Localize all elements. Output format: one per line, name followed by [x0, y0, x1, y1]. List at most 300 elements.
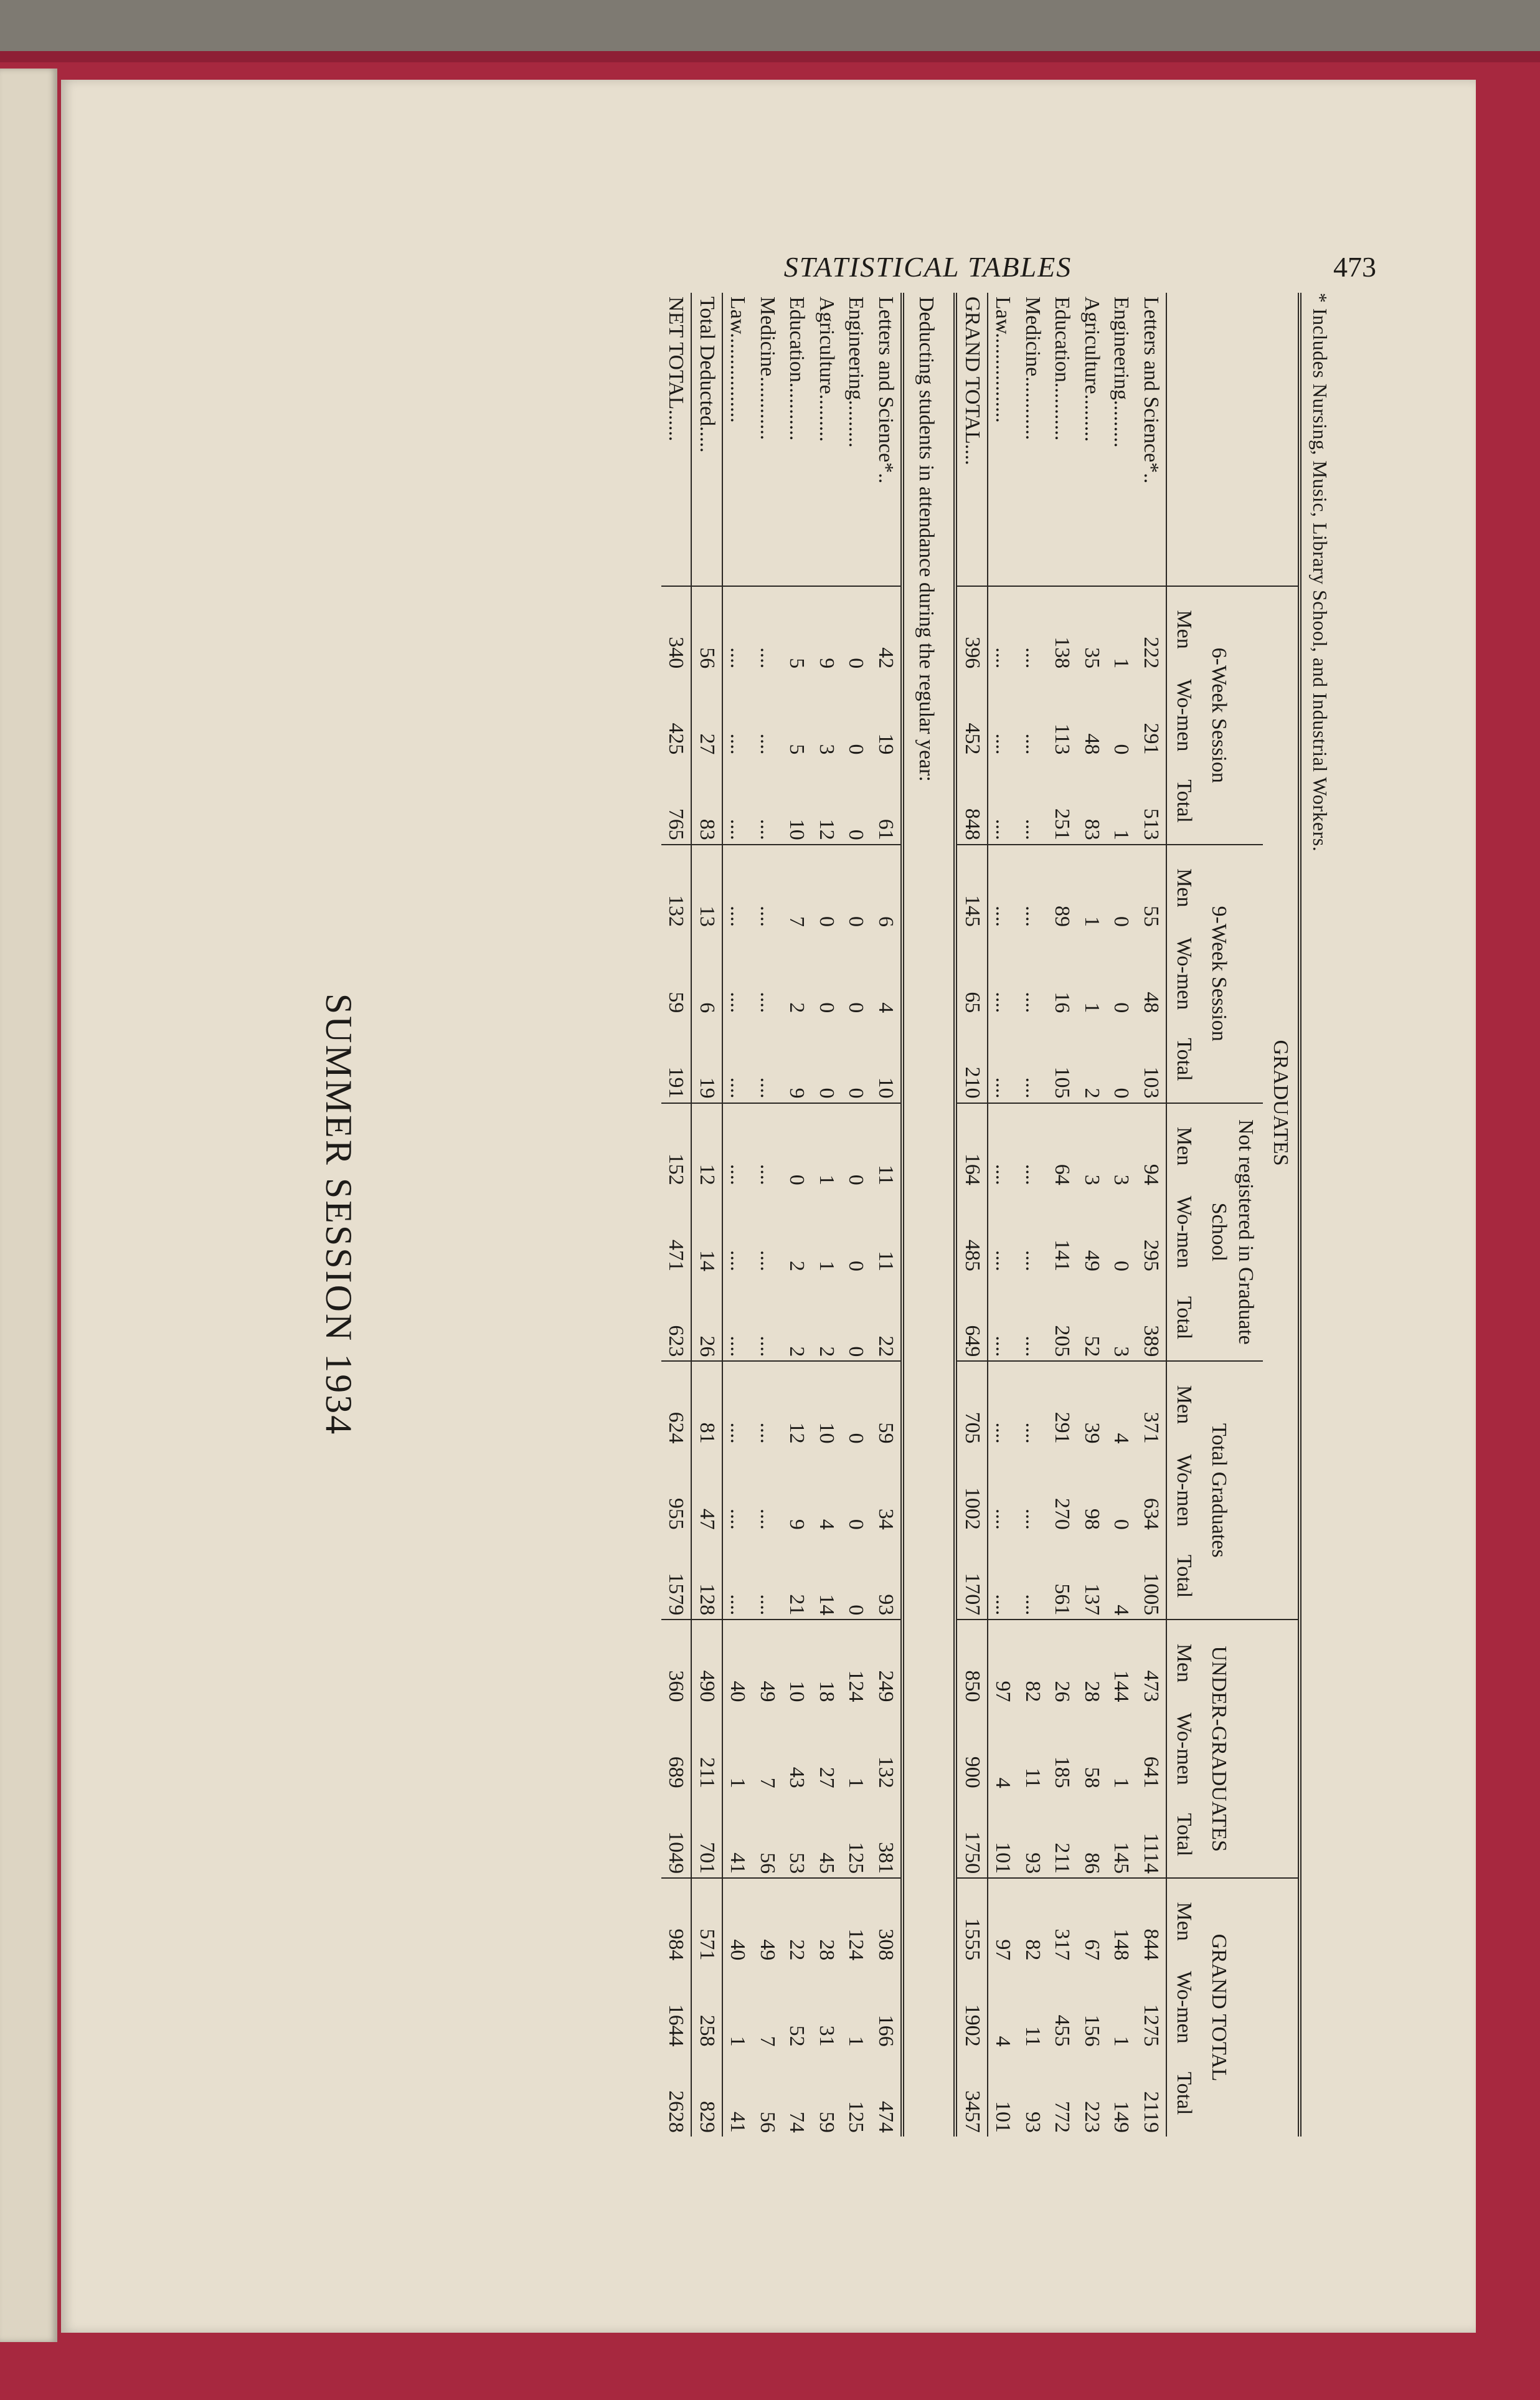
table-cell: 474 [871, 2051, 902, 2137]
table-cell: 132 [661, 845, 692, 931]
table-cell: 6 [691, 931, 722, 1017]
table-cell: 43 [785, 1767, 809, 1788]
table-row [1136, 293, 1166, 2137]
table-cell: 649 [955, 1275, 988, 1361]
table-cell: 4 [1110, 1605, 1133, 1616]
table-cell: 22 [782, 1878, 812, 1964]
table-cell: 132 [871, 1706, 902, 1792]
table-cell: 223 [1080, 2101, 1103, 2133]
label-column-header [1166, 293, 1300, 586]
table-cell: 156 [1080, 2014, 1103, 2047]
table-cell: 89 [1047, 845, 1077, 931]
table-cell: 67 [1077, 1878, 1107, 1964]
table-cell: 141 [1051, 1240, 1074, 1272]
table-cell: 55 [1136, 845, 1166, 931]
row-label: Letters and Science*.. [1139, 296, 1163, 484]
row-label: Engineering......... [844, 296, 868, 448]
table-cell: 22 [871, 1275, 902, 1361]
table-cell: .... [988, 586, 1018, 672]
table-cell: 829 [691, 2051, 722, 2137]
col-women: Wo-men [1166, 1706, 1202, 1792]
table-cell: 291 [1139, 723, 1163, 755]
table-cell: 2 [785, 1261, 809, 1272]
table-cell: .... [755, 1508, 779, 1530]
table-cell: 56 [691, 586, 722, 672]
six-week-header: 6-Week Session [1201, 586, 1263, 845]
graduates-header: GRADUATES [1263, 586, 1300, 1620]
table-cell: 47 [691, 1448, 722, 1534]
table-cell: 1 [811, 1103, 841, 1189]
table-cell: 490 [691, 1620, 722, 1705]
table-cell: 1 [1110, 2036, 1133, 2047]
table-cell: 49 [752, 1878, 782, 1964]
row-label: Education........... [1051, 296, 1074, 441]
table-cell: 9 [811, 586, 841, 672]
table-cell: 152 [661, 1103, 692, 1189]
table-cell: .... [1021, 1594, 1044, 1616]
table-cell: .... [755, 818, 779, 840]
table-cell: 2 [785, 1346, 809, 1357]
table-cell: 59 [661, 931, 692, 1017]
deducting-note-row [902, 293, 956, 2137]
table-cell: 1114 [1139, 1833, 1163, 1874]
table-cell: 270 [1051, 1497, 1074, 1530]
table-cell: .... [1021, 992, 1044, 1013]
table-body [661, 293, 1166, 2137]
table-cell: 31 [815, 2025, 838, 2047]
table-cell: 48 [1080, 733, 1103, 755]
table-cell: 0 [1110, 1002, 1133, 1013]
table-cell: 48 [1139, 992, 1163, 1013]
table-cell: 844 [1136, 1878, 1166, 1964]
table-cell: 5 [785, 744, 809, 755]
table-cell: 634 [1139, 1497, 1163, 1530]
table-cell: 98 [1080, 1508, 1103, 1530]
table-cell: 10 [871, 1017, 902, 1103]
table-cell: 18 [811, 1620, 841, 1705]
table-cell: 58 [1080, 1767, 1103, 1788]
table-cell: .... [726, 1594, 750, 1616]
table-cell: 1002 [955, 1448, 988, 1534]
table-cell: 124 [841, 1878, 871, 1964]
table-title: SUMMER SESSION 1934 [318, 993, 359, 1436]
net-total-row [661, 293, 692, 2137]
statistics-table [661, 293, 1301, 2137]
table-cell: 4 [815, 1519, 838, 1530]
table-cell: .... [726, 733, 750, 755]
table-cell: 13 [691, 845, 722, 931]
table-cell: 211 [691, 1706, 722, 1792]
table-cell: .... [726, 1335, 750, 1357]
table-cell: 258 [691, 1964, 722, 2050]
table-cell: 41 [726, 2112, 750, 2133]
table-cell: .... [755, 992, 779, 1013]
table-cell: 1 [1077, 845, 1107, 931]
table-cell: .... [752, 845, 782, 931]
table-cell: .... [991, 992, 1015, 1013]
deduct-row [722, 293, 753, 2137]
table-cell: 56 [755, 1852, 779, 1874]
table-cell: 93 [1021, 2112, 1044, 2133]
table-cell: 222 [1136, 586, 1166, 672]
table-cell: .... [1021, 733, 1044, 755]
table-cell: 561 [1051, 1583, 1074, 1616]
table-cell: 11 [871, 1103, 902, 1189]
table-cell: .... [991, 818, 1015, 840]
table-cell: 4 [1107, 1361, 1136, 1447]
table-cell: .... [991, 733, 1015, 755]
table-cell: 0 [844, 1346, 868, 1357]
table-cell: 128 [691, 1534, 722, 1620]
table-cell: .... [755, 1335, 779, 1357]
table-cell: 0 [841, 586, 871, 672]
table-cell: 12 [782, 1361, 812, 1447]
col-total: Total [1166, 1017, 1202, 1103]
table-cell: 641 [1139, 1756, 1163, 1788]
col-total: Total [1166, 1534, 1202, 1620]
table-cell: 0 [841, 1361, 871, 1447]
table-cell: 137 [1080, 1583, 1103, 1616]
table-cell: 145 [1110, 1842, 1133, 1874]
table-cell: 166 [871, 1964, 902, 2050]
table-cell: 249 [871, 1620, 902, 1705]
total-deducted-row [691, 293, 722, 2137]
deduct-row [871, 293, 902, 2137]
table-row [1077, 293, 1107, 2137]
table-cell: 149 [1110, 2101, 1133, 2133]
col-men: Men [1166, 586, 1202, 672]
table-cell: 0 [844, 829, 868, 840]
table-cell: 984 [661, 1878, 692, 1964]
table-cell: 317 [1047, 1878, 1077, 1964]
col-total: Total [1166, 1275, 1202, 1361]
table-cell: 705 [955, 1361, 988, 1447]
running-title: STATISTICAL TABLES [783, 251, 1072, 283]
deduct-row [811, 293, 841, 2137]
table-cell: 113 [1051, 723, 1074, 755]
table-cell: 205 [1051, 1325, 1074, 1357]
table-cell: 211 [1051, 1843, 1074, 1874]
table-cell: .... [991, 1508, 1015, 1530]
table-cell: 623 [661, 1275, 692, 1361]
table-cell: 64 [1047, 1103, 1077, 1189]
table-cell: .... [1021, 1335, 1044, 1357]
page-number: 473 [1333, 251, 1376, 283]
table-cell: 0 [811, 845, 841, 931]
total-graduates-header: Total Graduates [1201, 1361, 1263, 1620]
table-cell: 4 [871, 931, 902, 1017]
row-label: NET TOTAL...... [661, 293, 692, 586]
grand-total-header: GRAND TOTAL [1201, 1878, 1300, 2137]
table-cell: 0 [1110, 1519, 1133, 1530]
table-cell: 82 [1018, 1620, 1047, 1705]
table-cell: 52 [1080, 1335, 1103, 1357]
table-cell: 251 [1051, 808, 1074, 840]
table-cell: 1 [1080, 1002, 1103, 1013]
table-cell: 11 [1021, 2026, 1044, 2047]
table-cell: 101 [991, 1842, 1015, 1874]
col-women: Wo-men [1166, 1448, 1202, 1534]
table-cell: 1579 [661, 1534, 692, 1620]
row-label: Agriculture......... [1080, 296, 1103, 442]
table-cell: 1 [844, 2036, 868, 2047]
table-cell: 81 [691, 1361, 722, 1447]
table-cell: 452 [955, 672, 988, 758]
col-total: Total [1166, 1792, 1202, 1878]
table-cell: 624 [661, 1361, 692, 1447]
table-cell: .... [988, 1361, 1018, 1447]
table-cell: 850 [955, 1620, 988, 1705]
table-cell: 701 [691, 1792, 722, 1878]
table-cell: 0 [1110, 1088, 1133, 1099]
table-cell: 689 [661, 1706, 692, 1792]
table-row [1018, 293, 1047, 2137]
table-cell: .... [752, 1103, 782, 1189]
table-cell: 1555 [955, 1878, 988, 1964]
table-cell: 34 [871, 1448, 902, 1534]
table-cell: .... [1021, 1077, 1044, 1099]
table-cell: 7 [755, 2036, 779, 2047]
col-men: Men [1166, 1103, 1202, 1189]
table-cell: 28 [1077, 1620, 1107, 1705]
table-cell: .... [991, 1335, 1015, 1357]
table-cell: 27 [691, 672, 722, 758]
table-cell: 125 [844, 2101, 868, 2133]
table-cell: 0 [844, 1519, 868, 1530]
table-cell: 371 [1136, 1361, 1166, 1447]
not-registered-header: Not registered in Graduate School [1201, 1103, 1263, 1362]
table-cell: 381 [871, 1792, 902, 1878]
table-cell: 86 [1080, 1852, 1103, 1874]
table-cell: 3 [1077, 1103, 1107, 1189]
nine-week-header: 9-Week Session [1201, 845, 1263, 1103]
table-cell: 39 [1077, 1361, 1107, 1447]
table-cell: .... [988, 1103, 1018, 1189]
table-cell: 0 [1107, 845, 1136, 931]
table-cell: .... [722, 1361, 753, 1447]
table-cell: 145 [955, 845, 988, 931]
deducting-note: Deducting students in attendance during the regular year: [902, 293, 956, 2137]
row-label: Law................. [991, 296, 1015, 423]
table-cell: 27 [815, 1767, 838, 1788]
table-cell: 0 [841, 1103, 871, 1189]
table-cell: 485 [955, 1189, 988, 1275]
table-cell: 9 [785, 1519, 809, 1530]
table-cell: 12 [691, 1103, 722, 1189]
table-cell: 42 [871, 586, 902, 672]
table-cell: 10 [785, 818, 809, 840]
table-cell: 45 [815, 1852, 838, 1874]
table-cell: .... [755, 1077, 779, 1099]
table-row [1047, 293, 1077, 2137]
table-cell: 2628 [661, 2051, 692, 2137]
col-men: Men [1166, 1620, 1202, 1705]
table-cell: 210 [955, 1017, 988, 1103]
table-cell: 308 [871, 1878, 902, 1964]
row-label: Law................. [726, 296, 750, 423]
row-label: Medicine............ [755, 296, 779, 440]
col-total: Total [1166, 758, 1202, 844]
table-cell: 3 [1107, 1103, 1136, 1189]
table-cell: 1275 [1139, 2004, 1163, 2047]
col-women: Wo-men [1166, 1964, 1202, 2050]
table-cell: .... [991, 1077, 1015, 1099]
table-cell: .... [1018, 845, 1047, 931]
table-cell: .... [1021, 818, 1044, 840]
table-cell: 138 [1047, 586, 1077, 672]
table-cell: 21 [785, 1594, 809, 1616]
table-cell: .... [726, 992, 750, 1013]
table-cell: .... [755, 1250, 779, 1272]
table-cell: 59 [871, 1361, 902, 1447]
table-cell: 2 [785, 1002, 809, 1013]
table-cell: 124 [841, 1620, 871, 1705]
table-cell: 49 [1080, 1250, 1103, 1272]
row-label: Total Deducted..... [691, 293, 722, 586]
table-cell: 105 [1051, 1066, 1074, 1099]
table-row [1107, 293, 1136, 2137]
table-cell: 101 [991, 2101, 1015, 2133]
table-cell: .... [1018, 1361, 1047, 1447]
undergraduates-header: UNDER-GRADUATES [1201, 1620, 1300, 1878]
table-cell: 340 [661, 586, 692, 672]
table-cell: .... [1021, 1508, 1044, 1530]
table-cell: .... [726, 818, 750, 840]
table-cell: 14 [815, 1594, 838, 1616]
cover-edge [0, 51, 1540, 62]
table-cell: 74 [785, 2112, 809, 2133]
table-cell: 473 [1136, 1620, 1166, 1705]
table-cell: 291 [1047, 1361, 1077, 1447]
table-cell: 6 [871, 845, 902, 931]
table-cell: 49 [752, 1620, 782, 1705]
running-head [268, 250, 1376, 282]
table-cell: 571 [691, 1878, 722, 1964]
table-cell: 144 [1107, 1620, 1136, 1705]
table-cell: .... [1018, 586, 1047, 672]
row-label: Agriculture......... [815, 296, 838, 442]
table-cell: 82 [1018, 1878, 1047, 1964]
table-cell: 53 [785, 1852, 809, 1874]
table-cell: 61 [871, 758, 902, 844]
row-label: Education........... [785, 296, 809, 441]
table-cell: 1 [1107, 586, 1136, 672]
table-cell: 425 [661, 672, 692, 758]
table-cell: .... [726, 1508, 750, 1530]
row-label: Medicine............ [1021, 296, 1044, 440]
table-cell: 2 [1080, 1088, 1103, 1099]
footnote: * Includes Nursing, Music, Library School, and Industrial Workers. [1309, 293, 1331, 852]
table-cell: .... [755, 1594, 779, 1616]
table-cell: 471 [661, 1189, 692, 1275]
col-men: Men [1166, 1361, 1202, 1447]
table-cell: 10 [782, 1620, 812, 1705]
table-cell: .... [988, 845, 1018, 931]
table-cell: 14 [691, 1189, 722, 1275]
table-row [988, 293, 1018, 2137]
table-cell: 52 [785, 2025, 809, 2047]
table-cell: 83 [691, 758, 722, 844]
table-cell: 94 [1136, 1103, 1166, 1189]
table-cell: 0 [815, 1088, 838, 1099]
table-cell: .... [722, 845, 753, 931]
table-cell: 0 [782, 1103, 812, 1189]
table-cell: 1005 [1139, 1573, 1163, 1616]
table-cell: .... [726, 1077, 750, 1099]
table-cell: .... [991, 1250, 1015, 1272]
table-cell: 772 [1051, 2101, 1074, 2133]
table-cell: 848 [955, 758, 988, 844]
table-cell: 0 [815, 1002, 838, 1013]
col-women: Wo-men [1166, 931, 1202, 1017]
table-cell: 4 [991, 1777, 1015, 1788]
table-cell: 56 [755, 2112, 779, 2133]
table-cell: 26 [691, 1275, 722, 1361]
row-label: GRAND TOTAL.... [955, 293, 988, 586]
table-cell: 3457 [955, 2051, 988, 2137]
left-page-edge [0, 69, 57, 2342]
table-cell: 7 [782, 845, 812, 931]
col-women: Wo-men [1166, 1189, 1202, 1275]
table-cell: 360 [661, 1620, 692, 1705]
table-cell: 35 [1077, 586, 1107, 672]
table-cell: .... [722, 586, 753, 672]
table-cell: 10 [811, 1361, 841, 1447]
table-cell: 1 [726, 1777, 750, 1788]
table-cell: 40 [722, 1878, 753, 1964]
table-cell: 4 [991, 2036, 1015, 2047]
col-men: Men [1166, 1878, 1202, 1964]
table-cell: .... [722, 1103, 753, 1189]
table-cell: 191 [661, 1017, 692, 1103]
table-cell: 11 [871, 1189, 902, 1275]
header-row-groups [1263, 293, 1300, 2137]
table-cell: 26 [1047, 1620, 1077, 1705]
rotated-table-block [268, 293, 1331, 2137]
table-cell: 1 [1110, 829, 1133, 840]
table-cell: 0 [1110, 1261, 1133, 1272]
table-cell: 40 [722, 1620, 753, 1705]
table-cell: 3 [815, 744, 838, 755]
table-cell: 0 [844, 1261, 868, 1272]
col-women: Wo-men [1166, 672, 1202, 758]
table-cell: 1049 [661, 1792, 692, 1878]
table-cell: 1707 [955, 1534, 988, 1620]
table-cell: 9 [785, 1088, 809, 1099]
table-cell: 513 [1139, 808, 1163, 840]
table-cell: 295 [1139, 1240, 1163, 1272]
table-cell: 0 [841, 845, 871, 931]
table-cell: 97 [988, 1620, 1018, 1705]
table-cell: 16 [1051, 992, 1074, 1013]
table-cell: 12 [815, 818, 838, 840]
table-cell: .... [991, 1594, 1015, 1616]
table-cell: 765 [661, 758, 692, 844]
table-cell: 1644 [661, 1964, 692, 2050]
table-cell: 396 [955, 586, 988, 672]
col-total: Total [1166, 2051, 1202, 2137]
table-cell: 164 [955, 1103, 988, 1189]
table-cell: 0 [844, 744, 868, 755]
deduct-row [782, 293, 812, 2137]
table-cell: 900 [955, 1706, 988, 1792]
table-cell: 1 [1110, 1777, 1133, 1788]
deduct-row [841, 293, 871, 2137]
table-cell: .... [726, 1250, 750, 1272]
table-cell: 2119 [1139, 2091, 1163, 2133]
table-cell: 19 [871, 672, 902, 758]
table-cell: 0 [844, 1002, 868, 1013]
